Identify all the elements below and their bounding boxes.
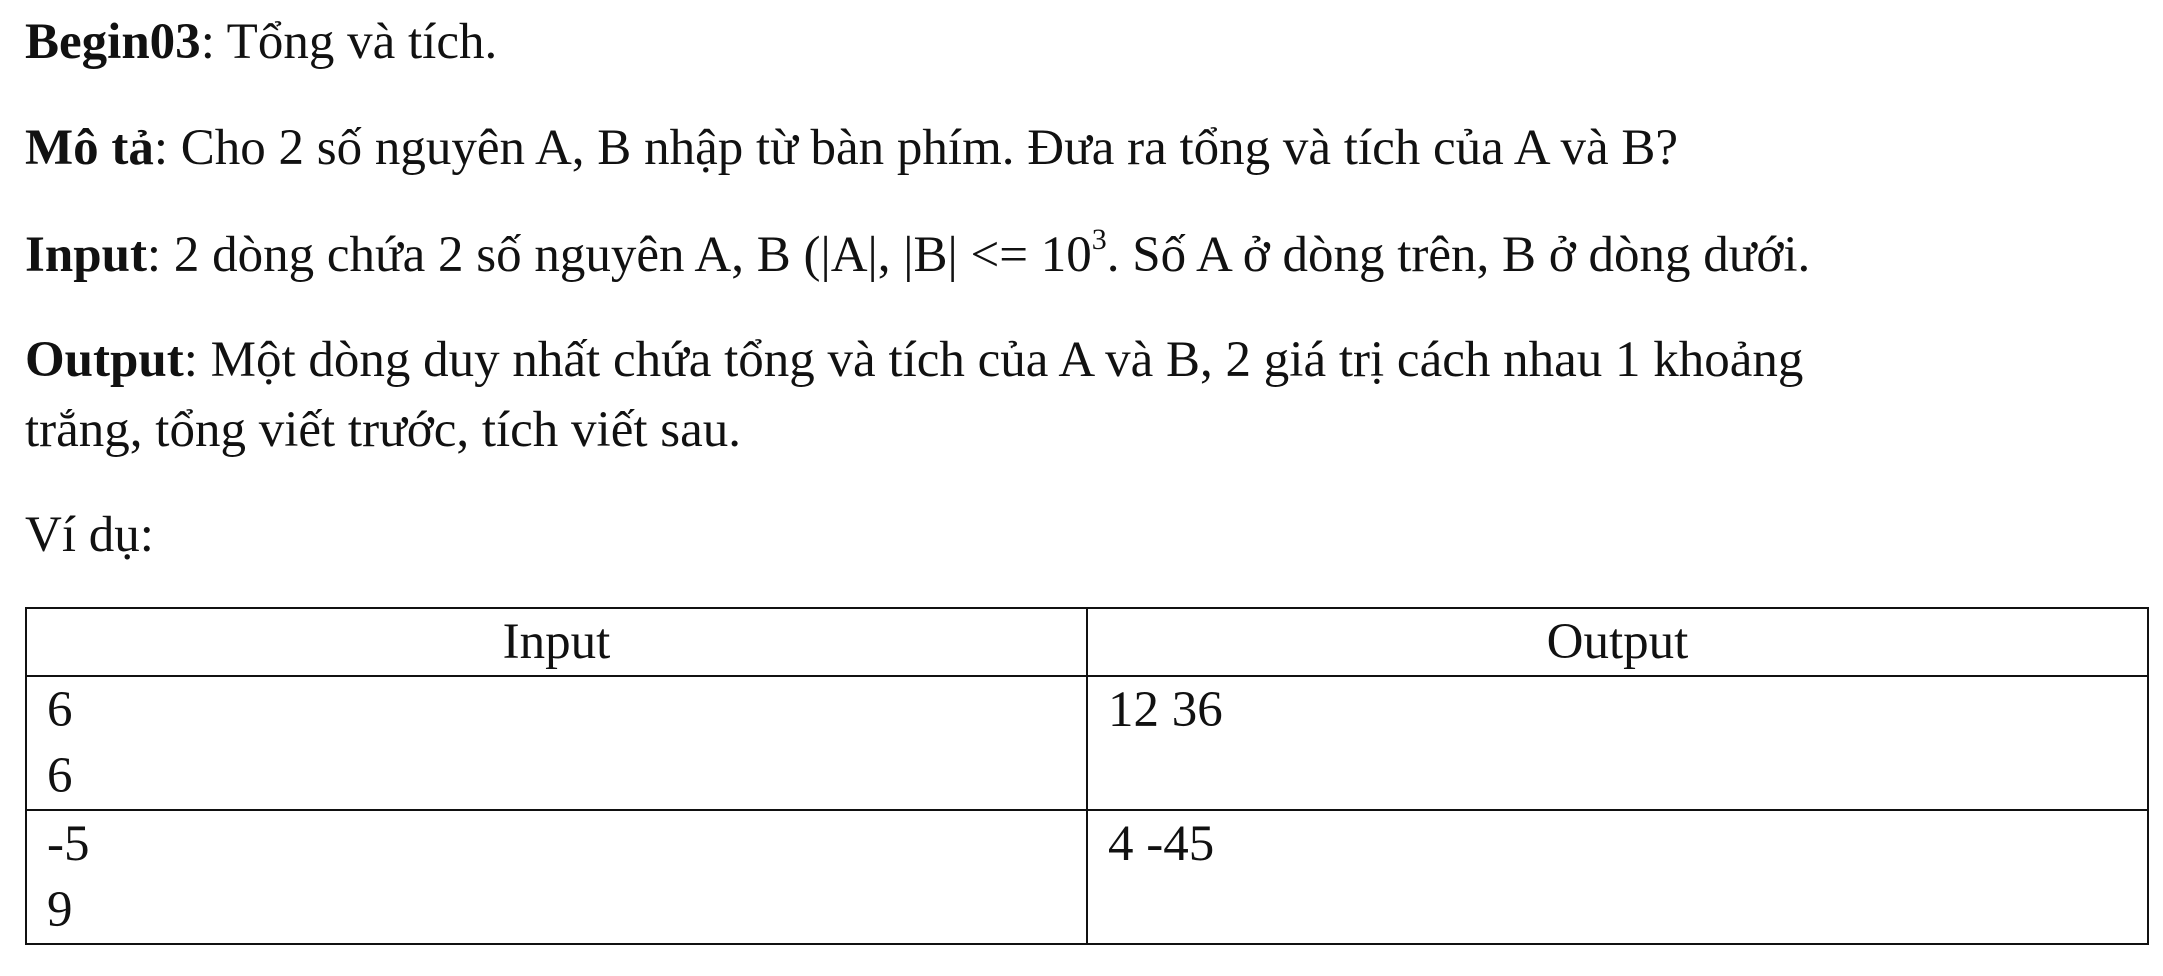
example-output-cell [1087,810,2148,944]
output-value: 4 -45 [1107,816,1215,872]
input-value: 6 [47,748,73,804]
output-spec-paragraph [25,330,1803,390]
table-row [26,810,2148,944]
input-spec-label: Input [25,227,147,283]
example-table [25,607,2149,945]
input-value: 6 [47,682,73,738]
input-spec-exponent: 3 [1091,223,1107,256]
input-spec-text-end: . Số A ở dòng trên, B ở dòng dưới. [1106,227,1811,283]
example-output-cell [1087,676,2148,810]
example-header-output: Output [1087,608,2148,676]
example-label: Ví dụ: [25,507,154,563]
problem-title-text: : Tổng và tích. [200,14,498,70]
output-spec-label: Output [25,332,184,388]
output-spec-continuation: trắng, tổng viết trước, tích viết sau. [25,402,742,458]
example-header-input: Input [26,608,1087,676]
problem-title [25,12,497,72]
description-label: Mô tả [25,120,154,176]
example-input-cell [26,810,1087,944]
table-row [26,676,2148,810]
problem-id: Begin03 [25,14,201,70]
output-value: 12 36 [1107,682,1223,738]
example-table-header-row [26,608,2148,676]
input-value: -5 [47,816,90,872]
input-spec-text: : 2 dòng chứa 2 số nguyên A, B (|A|, |B| <= 10 [146,227,1092,283]
output-spec-text: : Một dòng duy nhất chứa tổng và tích của A và B, 2 giá trị cách nhau 1 khoảng [183,332,1804,388]
description-text: : Cho 2 số nguyên A, B nhập từ bàn phím. Đưa ra tổng và tích của A và B? [153,120,1679,176]
input-spec-paragraph [25,225,1810,285]
example-input-cell [26,676,1087,810]
input-value: 9 [47,882,73,938]
description-paragraph [25,118,1678,178]
